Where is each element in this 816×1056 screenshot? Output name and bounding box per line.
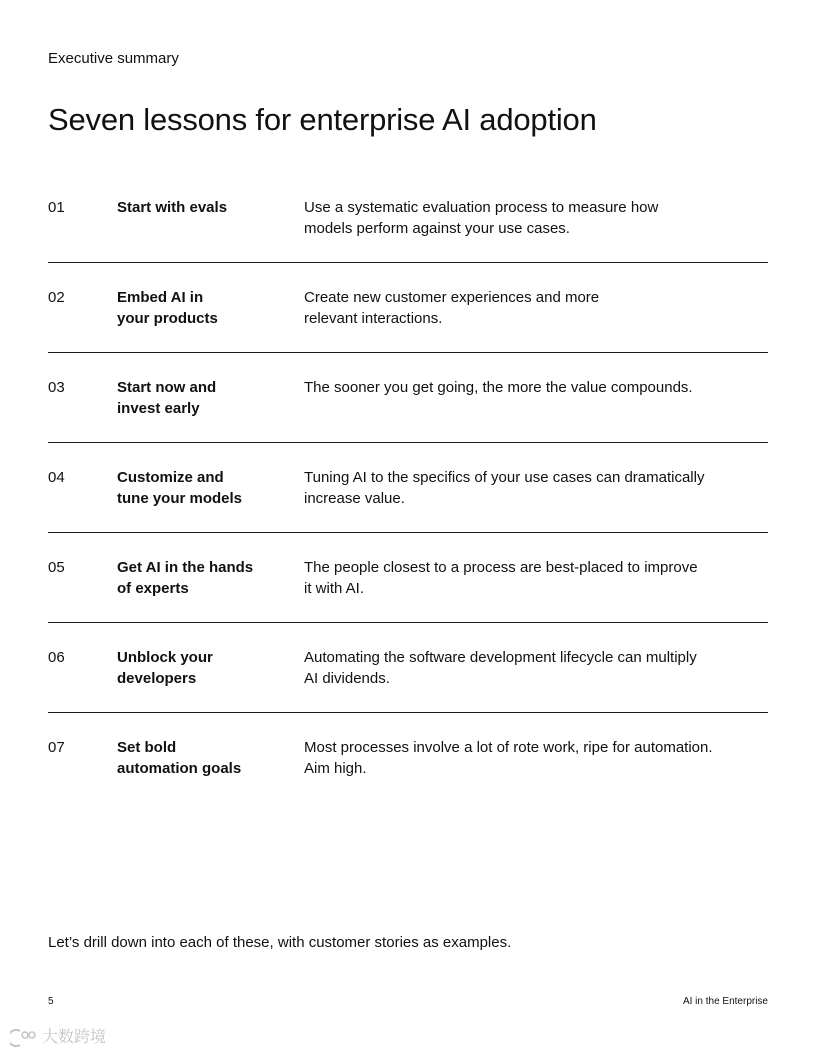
lesson-number: 03	[48, 379, 65, 396]
lesson-row-01	[48, 173, 768, 263]
lesson-description: Use a systematic evaluation process to measure how models perform against your use cases.	[304, 199, 659, 237]
lesson-title: Unblock your developers	[117, 649, 213, 687]
lesson-row-03	[48, 353, 768, 443]
lesson-row-05	[48, 533, 768, 623]
lesson-number: 07	[48, 739, 65, 756]
page-title: Seven lessons for enterprise AI adoption	[48, 102, 597, 137]
closing-text: Let’s drill down into each of these, with customer stories as examples.	[48, 934, 512, 951]
lesson-number: 01	[48, 199, 65, 216]
lesson-title: Start with evals	[117, 199, 228, 216]
lesson-description: The people closest to a process are best-placed to improve it with AI.	[304, 559, 698, 597]
lesson-title: Embed AI in your products	[117, 289, 218, 327]
lesson-title: Set bold automation goals	[117, 739, 242, 777]
watermark	[10, 1028, 106, 1048]
lesson-row-06	[48, 623, 768, 713]
lessons-list	[48, 173, 768, 802]
lesson-number: 04	[48, 469, 65, 486]
watermark-text: 大数跨境	[42, 1029, 107, 1046]
document-title: AI in the Enterprise	[682, 996, 768, 1007]
lesson-title: Customize and tune your models	[117, 469, 243, 507]
lesson-number: 02	[48, 289, 65, 306]
lesson-description: The sooner you get going, the more the value compounds.	[304, 379, 693, 396]
lesson-number: 05	[48, 559, 65, 576]
lesson-title: Get AI in the hands of experts	[117, 559, 254, 597]
lesson-description: Most processes involve a lot of rote work, ripe for automation. Aim high.	[304, 739, 713, 777]
lesson-row-04	[48, 443, 768, 533]
lesson-description: Tuning AI to the specifics of your use cases can dramatically increase value.	[304, 469, 705, 507]
lesson-number: 06	[48, 649, 65, 666]
lesson-description: Create new customer experiences and more relevant interactions.	[304, 289, 600, 327]
lesson-title: Start now and invest early	[117, 379, 217, 417]
lesson-row-02	[48, 263, 768, 353]
section-label: Executive summary	[48, 50, 179, 67]
page-number: 5	[48, 996, 54, 1007]
lesson-row-07	[48, 713, 768, 802]
watermark-logo-icon	[10, 1028, 38, 1048]
lesson-description: Automating the software development lifecycle can multiply AI dividends.	[304, 649, 697, 687]
